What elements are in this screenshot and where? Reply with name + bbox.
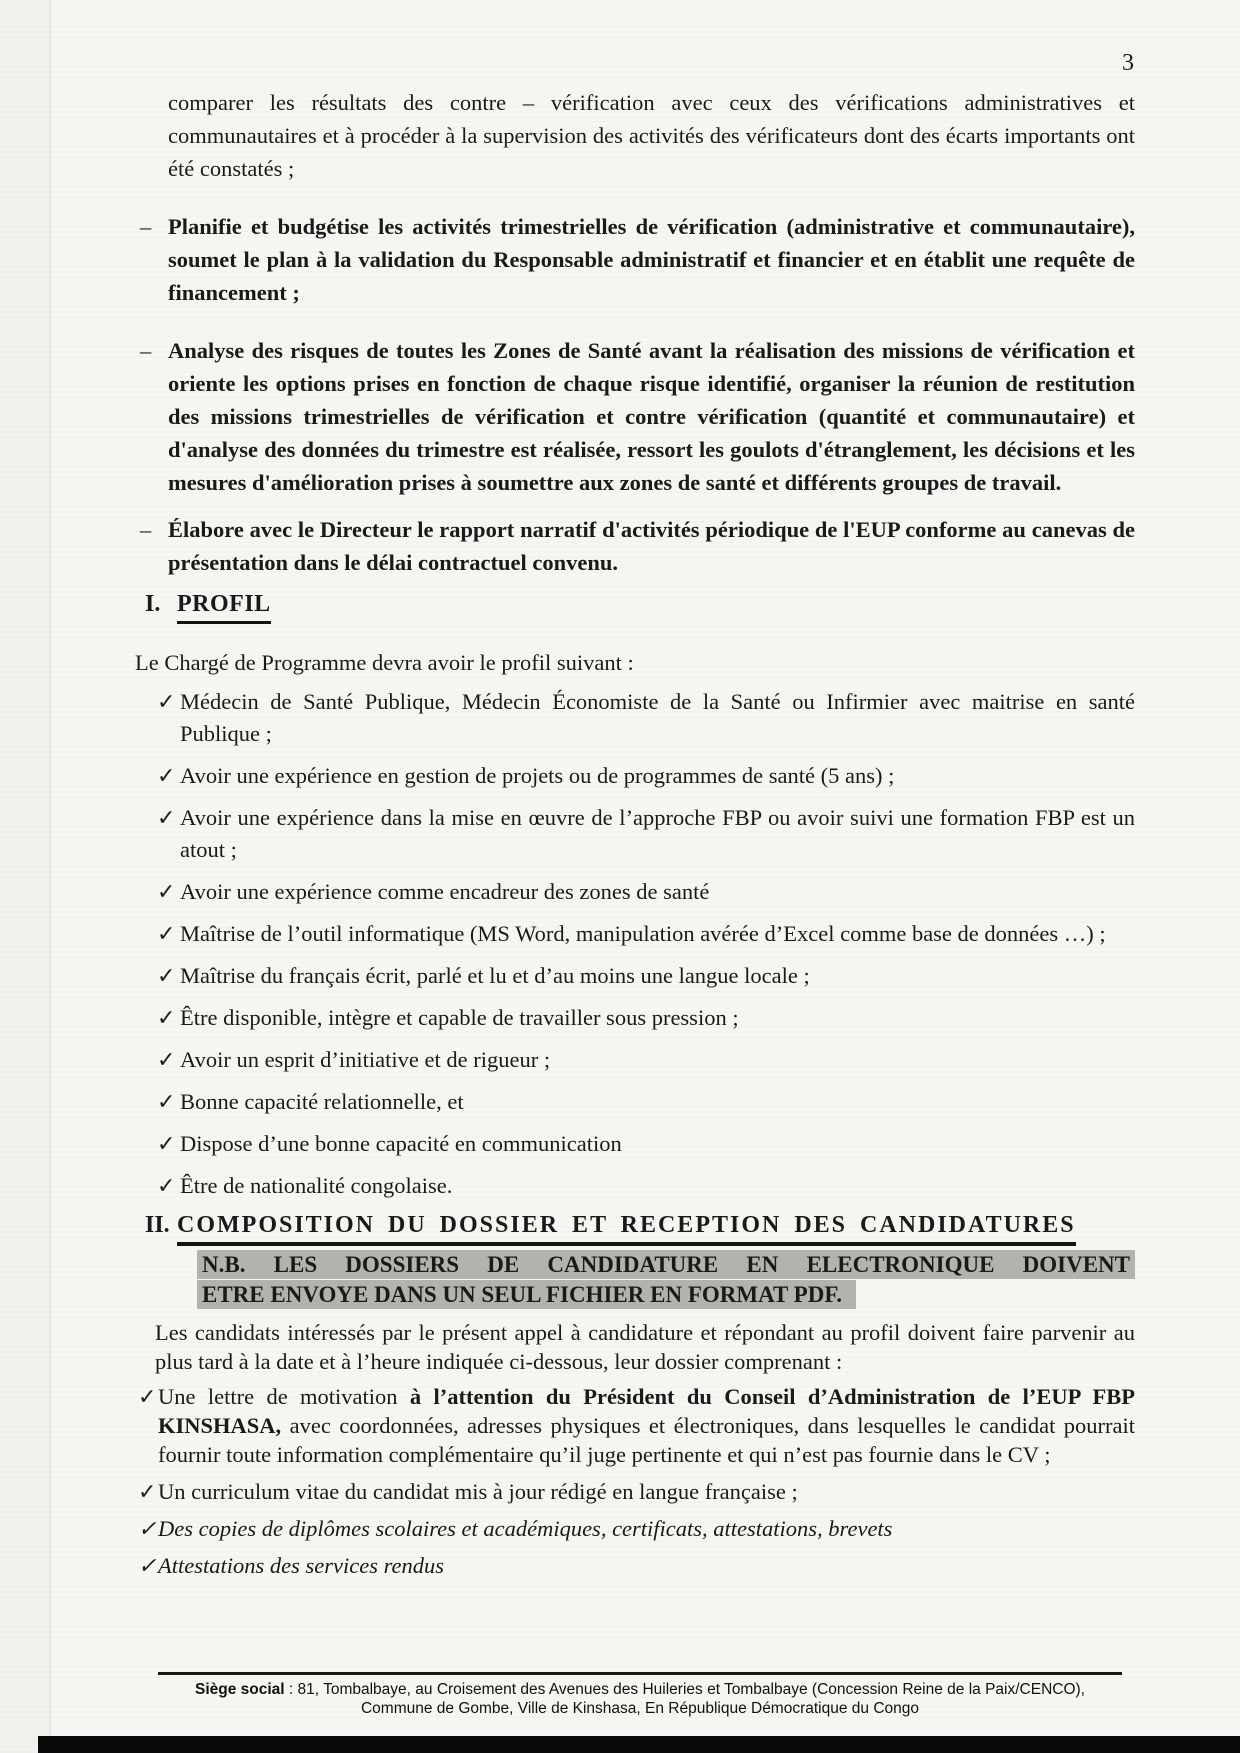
check-item-text: Être disponible, intègre et capable de travailler sous pression ; [180,1005,739,1030]
check-icon: ✓ [157,689,176,714]
check-icon: ✓ [138,1516,157,1541]
check-item-text: Avoir un esprit d’initiative et de rigueur ; [180,1047,551,1072]
check-item-text: Maîtrise du français écrit, parlé et lu et d’au moins une langue locale ; [180,963,810,988]
check-icon: ✓ [157,805,176,830]
profil-lead-sentence: Le Chargé de Programme devra avoir le profil suivant : [135,650,634,675]
lettre-text-bold: à l’attention du Président du Conseil d’Administration de l’EUP FBP KINSHASA, [158,1384,1136,1438]
check-list-item [157,1086,1135,1118]
page-footer [158,1672,1122,1718]
check-item-text: Maîtrise de l’outil informatique (MS Word, manipulation avérée d’Excel comme base de données …) ; [180,921,1106,946]
check-icon: ✓ [138,1479,157,1504]
check-item-text: Être de nationalité congolaise. [180,1173,453,1198]
check-item-text: Médecin de Santé Publique, Médecin Économiste de la Santé ou Infirmier avec maitrise en santé Publique ; [180,689,1135,746]
check-item-text: Dispose d’une bonne capacité en communication [180,1131,622,1156]
footer-label: Siège social [194,1681,285,1698]
section-numeral: I. [145,591,161,617]
lettre-text-before: Une lettre de motivation [158,1384,410,1409]
dash-item-text: Analyse des risques de toutes les Zones de Santé avant la réalisation des missions de vérification et oriente les options prises en fonction de chaque risque identifié, organiser la réunion de restitution des missions trimestrielles de vérification et contre vérification (quantité et communautaire) et d'analyse des données du trimestre est réalisée, ressort les goulots d'étranglement, les décisions et les mesures d'amélioration prises à soumettre aux zones de santé et différents groupes de travail. [168,338,1135,495]
check-icon: ✓ [157,763,176,788]
check-list-item [157,1170,1135,1202]
check-icon: ✓ [157,963,176,988]
section-heading-profil [145,591,1135,624]
footer-address-text: : 81, Tombalbaye, au Croisement des Avenues des Huileries et Tombalbaye (Concession Reine de la Paix/CENCO), Commune de Gombe, Ville de Kinshasa, En République Démocratique du Congo [284,1681,1085,1717]
profil-check-list [135,686,1135,1202]
check-item-text: Attestations des services rendus [158,1553,444,1578]
page-number: 3 [1122,50,1134,76]
nb-highlighted-notice [197,1250,1135,1310]
dossier-check-list [135,1382,1135,1580]
check-icon: ✓ [157,879,176,904]
section-heading-dossier [145,1212,1135,1246]
check-icon: ✓ [157,1173,176,1198]
nb-notice-text: N.B. LES DOSSIERS DE CANDIDATURE EN ELECTRONIQUE DOIVENT [197,1250,1135,1279]
check-list-item [138,1551,1135,1580]
check-list-item [157,1128,1135,1160]
check-list-item [157,802,1135,866]
check-list-item [157,960,1135,992]
nb-notice-line [197,1280,1135,1310]
check-list-item [157,1002,1135,1034]
check-list-item [157,686,1135,750]
footer-address [158,1675,1122,1718]
nb-notice-text: ETRE ENVOYE DANS UN SEUL FICHIER EN FORMAT PDF. [197,1280,856,1309]
check-list-item [138,1382,1135,1469]
dash-item-text: Planifie et budgétise les activités trimestrielles de vérification (administrative et communautaire), soumet le plan à la validation du Responsable administratif et financier et en établit une requête de financement ; [168,214,1135,305]
check-list-item [157,760,1135,792]
scan-left-shade [0,0,49,1753]
dossier-lead-paragraph: Les candidats intéressés par le présent appel à candidature et répondant au profil doivent faire parvenir au plus tard à la date et à l’heure indiquée ci-dessous, leur dossier comprenant : [155,1320,1135,1374]
check-icon: ✓ [157,1089,176,1114]
check-item-text: Avoir une expérience comme encadreur des zones de santé [180,879,710,904]
check-icon: ✓ [138,1553,157,1578]
check-list-item [138,1477,1135,1506]
check-icon: ✓ [157,1005,176,1030]
lettre-text-after: avec coordonnées, adresses physiques et électroniques, dans lesquelles le candidat pourrait fournir toute information complémentaire qu’il juge pertinente et qui n’est pas fournie dans le CV ; [158,1413,1135,1467]
dash-list-item [140,513,1135,579]
section-numeral: II. [145,1212,170,1238]
check-icon: ✓ [157,1047,176,1072]
dash-item-text: Élabore avec le Directeur le rapport narratif d'activités périodique de l'EUP conforme au canevas de présentation dans le délai contractuel convenu. [168,517,1135,575]
dash-bullet: – [140,517,152,542]
check-item-text: Avoir une expérience dans la mise en œuvre de l’approche FBP ou avoir suivi une formation FBP est un atout ; [180,805,1135,862]
dash-bullet: – [140,214,152,239]
dash-bullet: – [140,338,152,363]
check-icon: ✓ [157,921,176,946]
check-icon: ✓ [138,1384,157,1409]
check-item-text [158,1384,1135,1467]
check-item-text: Des copies de diplômes scolaires et académiques, certificats, attestations, brevets [158,1516,893,1541]
section-title: COMPOSITION DU DOSSIER ET RECEPTION DES CANDIDATURES [177,1212,1076,1246]
check-icon: ✓ [157,1131,176,1156]
document-body [135,86,1135,1588]
scan-bottom-black-bar [38,1736,1240,1753]
check-list-item [138,1514,1135,1543]
section-title: PROFIL [177,591,271,624]
dash-list-item [140,210,1135,309]
check-list-item [157,876,1135,908]
check-item-text: Avoir une expérience en gestion de projets ou de programmes de santé (5 ans) ; [180,763,895,788]
scan-paper-edge-line [49,0,51,1753]
check-list-item [157,1044,1135,1076]
dash-list-item [140,334,1135,499]
check-item-text: Bonne capacité relationnelle, et [180,1089,464,1114]
nb-notice-line [197,1250,1135,1280]
check-item-text: Un curriculum vitae du candidat mis à jour rédigé en langue française ; [158,1479,798,1504]
check-list-item [157,918,1135,950]
continuation-paragraph: comparer les résultats des contre – vérification avec ceux des vérifications administratives et communautaires et à procéder à la supervision des activités des vérificateurs dont des écarts importants ont été constatés ; [168,90,1135,181]
